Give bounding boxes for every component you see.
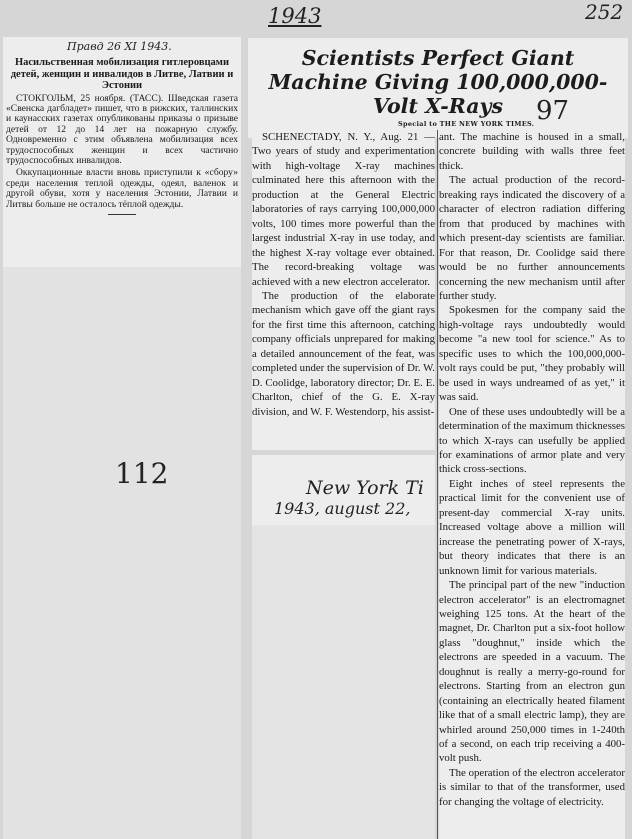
special-credit: Special to THE NEW YORK TIMES. bbox=[398, 120, 535, 128]
ru-title: Насильственная мобилизация гитлеровцами детей, женщин и инвалидов в Литве, Латвии и Эстонии bbox=[10, 57, 234, 91]
article-header bbox=[248, 38, 628, 138]
ru-paragraph-1: СТОКГОЛЬМ, 25 ноября. (ТАСС). Шведская газета «Свенска дагбладет» пишет, что в рижских, таллинских и каунасских газетах опубликованы приказы о призыве детей от 12 до 14 лет на пожарную службу. Одновременно с этим объявлена мобилизация всех трудоспособных женщин и всех частично трудоспособных инвалидов. bbox=[6, 92, 238, 166]
nyt-note-line1: New York Ti bbox=[306, 477, 424, 499]
col2-paragraph-5: Eight inches of steel represents the practical limit for the convenient use of present-day commercial X-ray units. Increased voltage above a million will increase the penetrating power of X-rays, but theory indicates that there is an unknown limit for various materials. bbox=[439, 477, 625, 577]
backing-sheet-lower bbox=[252, 525, 435, 839]
col2-paragraph-1: ant. The machine is housed in a small, concrete building with walls three feet thick. bbox=[439, 131, 625, 172]
column-rule bbox=[437, 130, 438, 839]
article-column-1 bbox=[252, 130, 435, 450]
ru-separator bbox=[108, 214, 136, 215]
page-number-annotation: 252 bbox=[585, 0, 624, 24]
col2-paragraph-3: Spokesmen for the company said the high-voltage rays undoubtedly would become "a new tool for science." As to specific uses to which the 100,000,000-volt rays could be put, "they probably will be used in ways undreamed of as yet," it was said. bbox=[439, 304, 625, 404]
nyt-note-line2: 1943, august 22, bbox=[274, 499, 411, 518]
col1-paragraph-2: The production of the elaborate mechanism which gave off the giant rays for the first time this afternoon, catching company officials unprepared for making a detailed announcement of the feat, was completed under the supervision of Dr. W. D. Coolidge, laboratory director; Dr. E. E. Charlton, chief of the G. E. X-ray division, and W. F. Westendorp, his assist- bbox=[252, 289, 435, 418]
article-headline: Scientists Perfect Giant Machine Giving 100,000,000-Volt X-Rays bbox=[268, 46, 608, 118]
column-number-annotation: 97 bbox=[536, 96, 570, 126]
col2-paragraph-7: The operation of the electron accelerator is similar to that of the transformer, used for changing the voltage of electricity. bbox=[439, 766, 625, 808]
article-column-2 bbox=[439, 130, 625, 839]
blank-backing-sheet bbox=[3, 267, 241, 839]
ru-source-annotation: Правд 26 XI 1943. bbox=[67, 40, 172, 53]
col2-paragraph-4: One of these uses undoubtedly will be a determination of the maximum thicknesses to which X-rays can usefully be applied for examinations of armor plate and very thick cross-sections. bbox=[439, 405, 625, 476]
year-annotation: 1943 bbox=[268, 4, 322, 28]
ru-paragraph-2: Оккупационные власти вновь приступили к «сбору» среди населения теплой одежды, одеял, валенок и другой обуви, хотя у населения Эстонии, Латвии и Литвы больше не осталось тёплой одежды. bbox=[6, 167, 238, 210]
col2-paragraph-6: The principal part of the new "induction electron accelerator" is an electromagnet weighing 125 tons. At the heart of the magnet, Dr. Charlton put a six-foot hollow glass "doughnut," inside which the electrons are speeded in a vacuum. The doughnut is really a merry-go-round for electrons. Starting from an electron gun (containing an electrically heated filament like that of a small electric lamp), they are whirled around 250,000 times in 1-240th of a second, on each trip receiving a 400-volt push. bbox=[439, 579, 625, 765]
col1-paragraph-1: SCHENECTADY, N. Y., Aug. 21 —Two years of study and experimentation with high-voltage X-ray machines culminated here this afternoon with the production at the General Electric laboratories of rays carrying 100,000,000 volts, 100 times more powerful than the largest industrial X-ray in use today, and the highest X-ray voltage ever obtained. The record-breaking voltage was achieved with a new electron accelerator. bbox=[252, 131, 435, 288]
margin-number-annotation: 112 bbox=[115, 457, 169, 490]
col2-paragraph-2: The actual production of the record-breaking rays indicated the discovery of a character of electron radiation differing from that produced by machines with which present-day scientists are familiar. For that reason, Dr. Coolidge said there would be no further announcements concerning the new mechanism until after further study. bbox=[439, 174, 625, 302]
nyt-source-note bbox=[252, 455, 435, 525]
russian-clipping bbox=[3, 37, 241, 267]
